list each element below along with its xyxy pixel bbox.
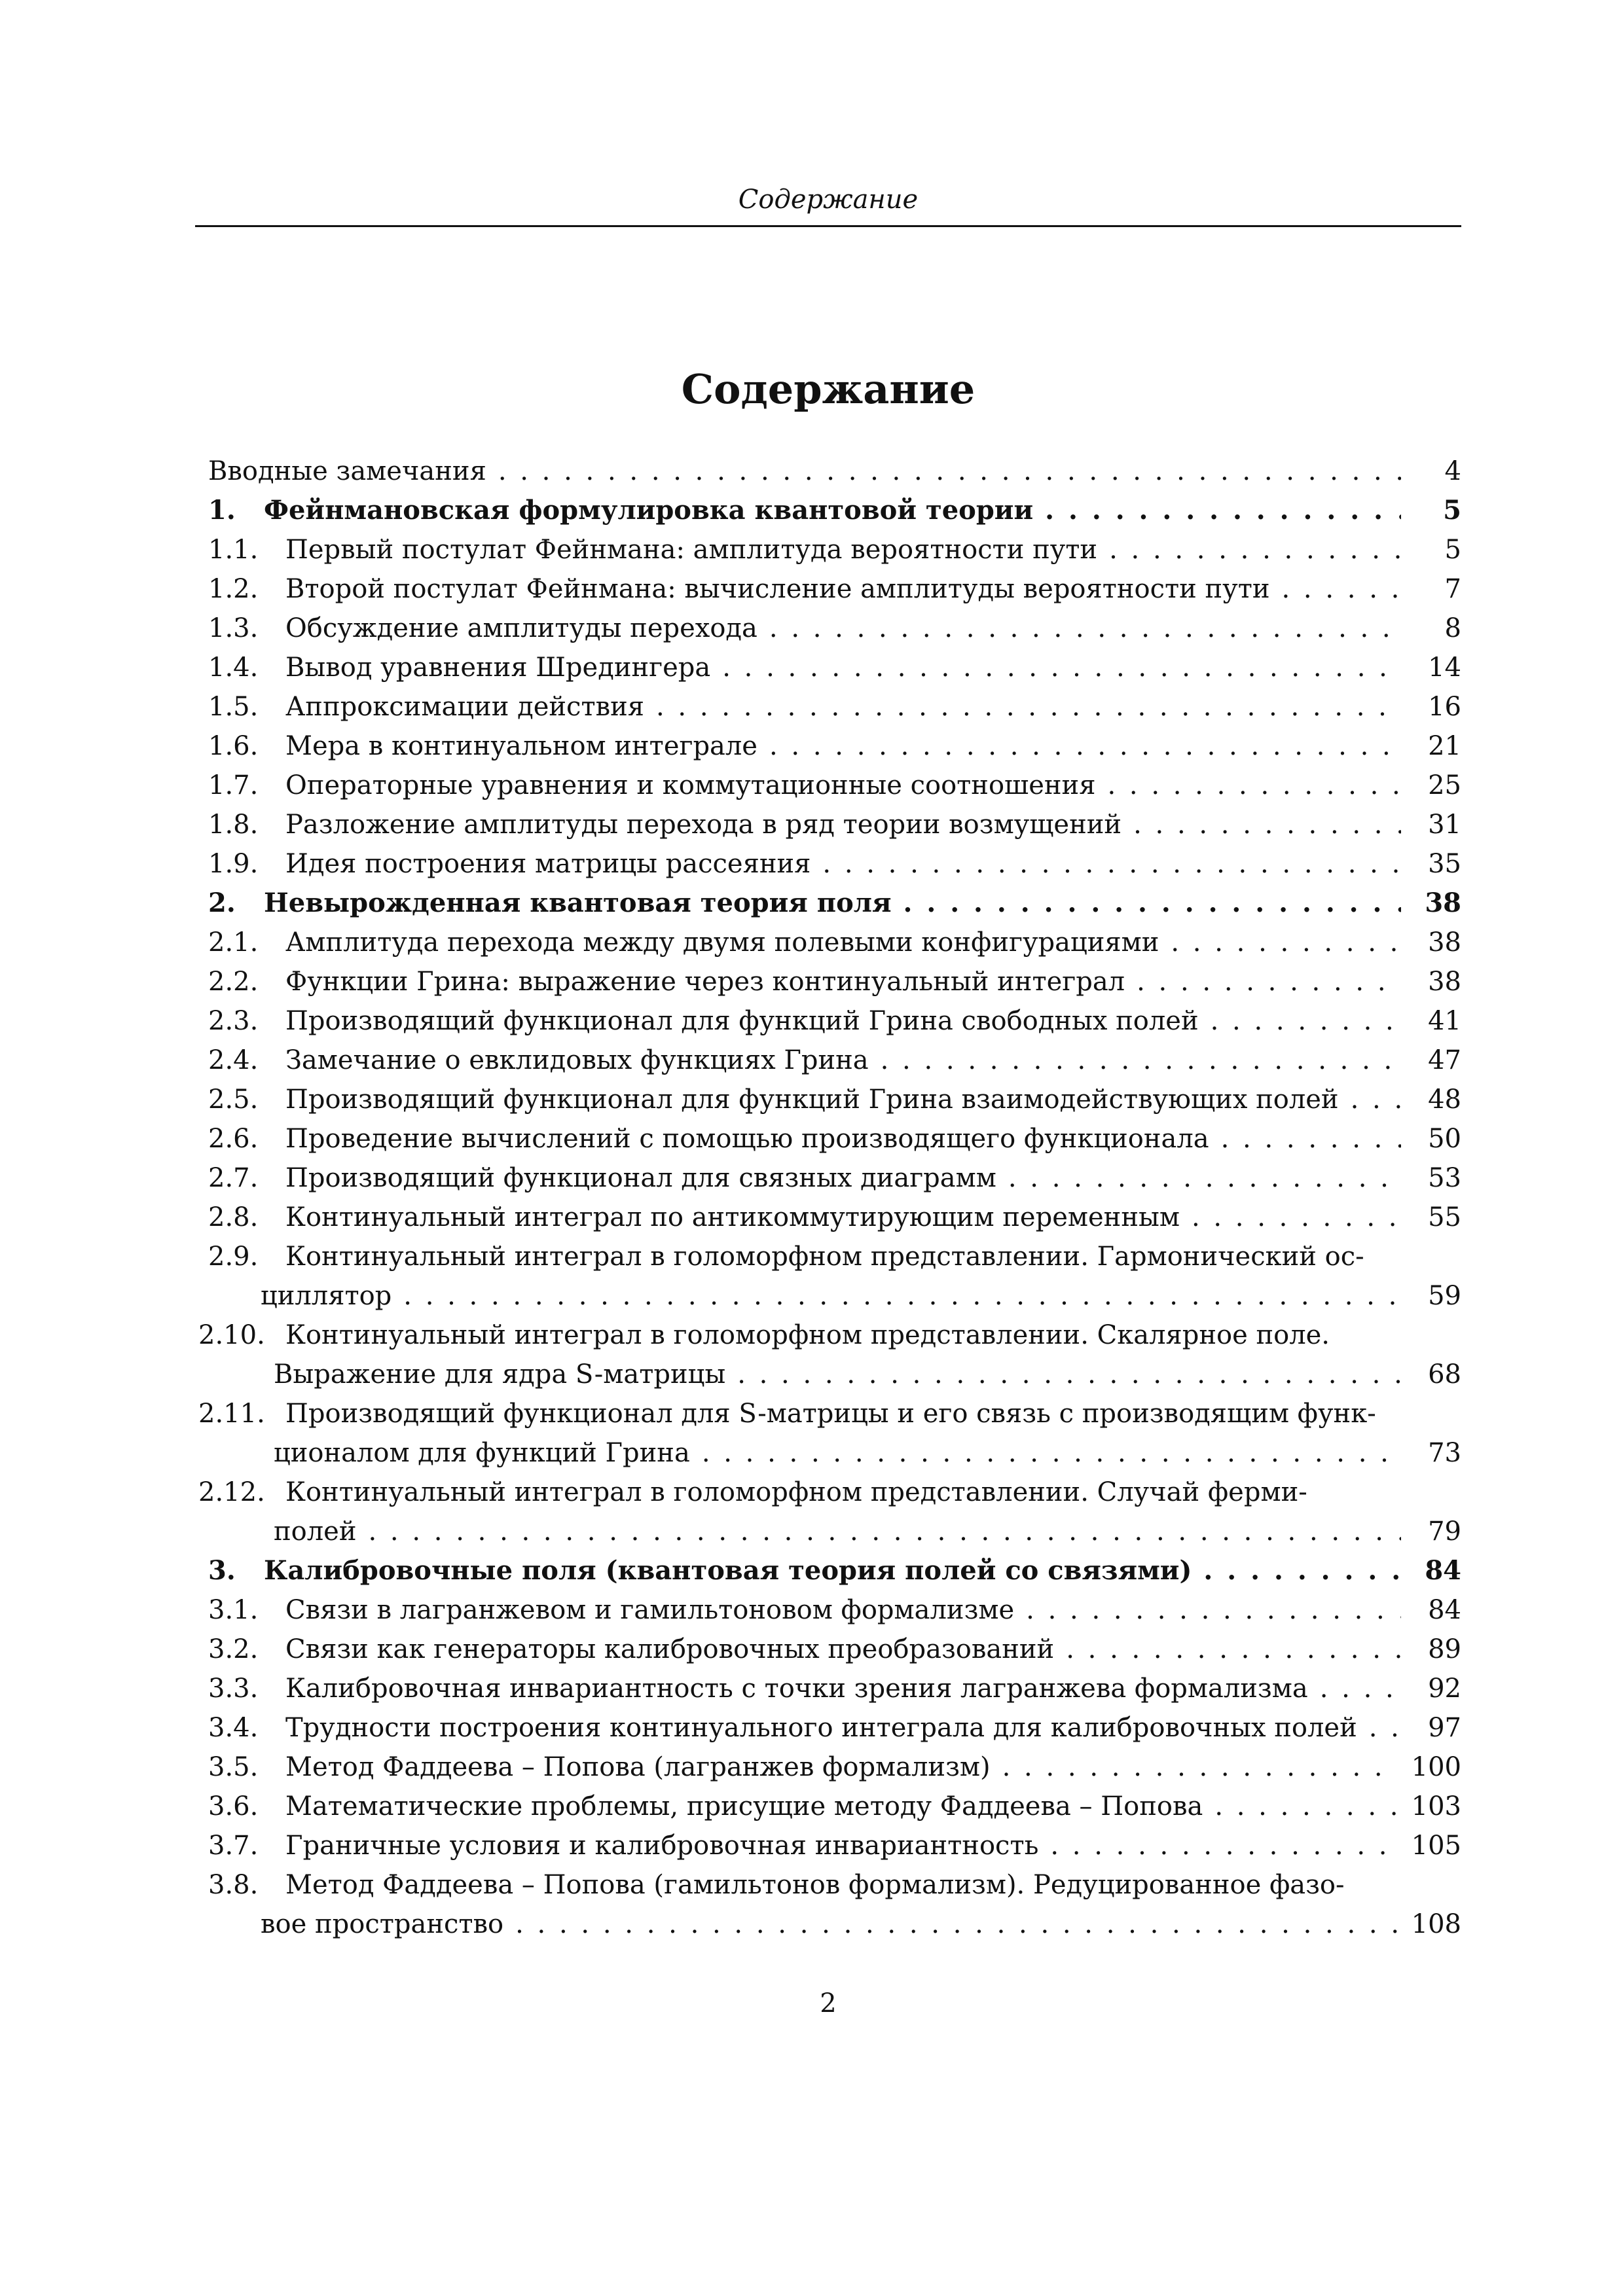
toc-section-entry[interactable] xyxy=(195,1119,1461,1158)
toc-entry-title: Мера в континуальном интеграле xyxy=(285,731,757,761)
toc-entry-title: Связи в лагранжевом и гамильтоновом формализме xyxy=(285,1595,1015,1625)
toc-entry-number: 1.4. xyxy=(208,653,259,683)
toc-entry-title: Континуальный интеграл в голоморфном представлении. Случай ферми- xyxy=(285,1477,1307,1507)
toc-entry-number: 2.3. xyxy=(208,1006,259,1036)
toc-entry-number: 2.8. xyxy=(208,1202,259,1232)
toc-entry-number: 1.3. xyxy=(208,613,259,643)
toc-entry-title: Разложение амплитуды перехода в ряд теории возмущений xyxy=(285,810,1122,840)
toc-entry-number: 2.11. xyxy=(198,1399,265,1429)
toc-entry-title-continuation: вое пространство xyxy=(261,1909,504,1939)
toc-entry-title: Континуальный интеграл по антикоммутирующим переменным xyxy=(285,1202,1180,1232)
toc-page-number: 31 xyxy=(1428,810,1461,840)
toc-section-entry[interactable] xyxy=(195,805,1461,844)
toc-page-number: 68 xyxy=(1428,1359,1461,1390)
toc-section-entry[interactable] xyxy=(195,648,1461,687)
toc-page-number: 53 xyxy=(1428,1163,1461,1193)
toc-entry-number: 2. xyxy=(208,888,236,918)
toc-section-entry[interactable] xyxy=(195,1708,1461,1748)
toc-section-entry[interactable] xyxy=(195,569,1461,609)
leader-dots xyxy=(1320,1669,1401,1708)
toc-entry-number: 2.2. xyxy=(208,967,259,997)
toc-page-number: 55 xyxy=(1428,1202,1461,1232)
toc-entry-title-continuation: полей xyxy=(274,1516,357,1547)
toc-entry-title: Производящий функционал для S-матрицы и его связь с производящим функ- xyxy=(285,1399,1376,1429)
toc-entry-title: Аппроксимации действия xyxy=(285,692,644,722)
toc-entry-number: 2.10. xyxy=(198,1320,265,1350)
toc-entry-title: Первый постулат Фейнмана: амплитуда вероятности пути xyxy=(285,535,1098,565)
toc-entry-title: Обсуждение амплитуды перехода xyxy=(285,613,757,643)
toc-entry-title: Математические проблемы, присущие методу Фаддеева – Попова xyxy=(285,1791,1203,1821)
toc-entry-title-continuation: ционалом для функций Грина xyxy=(274,1438,690,1468)
toc-entry-number: 1.7. xyxy=(208,770,259,800)
toc-section-entry[interactable] xyxy=(195,1080,1461,1119)
toc-front-entry[interactable] xyxy=(195,452,1461,491)
toc-entry-number: 1.1. xyxy=(208,535,259,565)
leader-dots xyxy=(1171,923,1401,962)
toc-page-number: 84 xyxy=(1428,1595,1461,1625)
toc-entry-title: Проведение вычислений с помощью производящего функционала xyxy=(285,1124,1209,1154)
toc-entry-number: 2.7. xyxy=(208,1163,259,1193)
toc-entry-title: Производящий функционал для функций Грина взаимодействующих полей xyxy=(285,1085,1339,1115)
leader-dots xyxy=(515,1905,1397,1944)
toc-entry-number: 1.9. xyxy=(208,849,259,879)
toc-entry-title: Идея построения матрицы рассеяния xyxy=(285,849,811,879)
toc-entry-number: 2.5. xyxy=(208,1085,259,1115)
toc-section-entry[interactable] xyxy=(195,923,1461,962)
toc-page-number: 8 xyxy=(1444,613,1461,643)
toc-page-number: 16 xyxy=(1428,692,1461,722)
toc-entry-title: Связи как генераторы калибровочных преобразований xyxy=(285,1634,1055,1664)
table-of-contents xyxy=(195,452,1461,1944)
toc-entry-title-continuation: Выражение для ядра S-матрицы xyxy=(274,1359,726,1390)
toc-chapter-entry[interactable] xyxy=(195,884,1461,923)
leader-dots xyxy=(1002,1748,1397,1787)
toc-entry-title: Амплитуда перехода между двумя полевыми конфигурациями xyxy=(285,927,1159,958)
toc-page-number: 92 xyxy=(1428,1674,1461,1704)
toc-entry-title: Невырожденная квантовая теория поля xyxy=(264,888,892,918)
toc-entry-number: 2.12. xyxy=(198,1477,265,1507)
toc-entry-number: 1.2. xyxy=(208,574,259,604)
toc-entry-title-continuation: циллятор xyxy=(261,1281,392,1311)
header-rule xyxy=(195,225,1461,227)
toc-page-number: 5 xyxy=(1443,495,1461,526)
toc-entry-number: 3.7. xyxy=(208,1831,259,1861)
toc-entry-number: 3.4. xyxy=(208,1713,259,1743)
toc-page-number: 21 xyxy=(1428,731,1461,761)
toc-page-number: 25 xyxy=(1428,770,1461,800)
leader-dots xyxy=(1214,1787,1396,1826)
toc-entry-title: Калибровочные поля (квантовая теория полей со связями) xyxy=(264,1555,1192,1586)
leader-dots xyxy=(1026,1590,1401,1630)
toc-entry-title: Производящий функционал для функций Грина свободных полей xyxy=(285,1006,1199,1036)
toc-chapter-entry[interactable] xyxy=(195,1551,1461,1590)
toc-entry-number: 1.5. xyxy=(208,692,259,722)
leader-dots xyxy=(1066,1630,1401,1669)
toc-entry-number: 3.5. xyxy=(208,1752,259,1782)
leader-dots xyxy=(1203,1551,1401,1590)
leader-dots xyxy=(702,1433,1401,1473)
toc-section-entry[interactable] xyxy=(195,1748,1461,1787)
toc-entry-number: 1. xyxy=(208,495,236,526)
toc-entry-number: 1.8. xyxy=(208,810,259,840)
leader-dots xyxy=(1045,491,1401,530)
leader-dots xyxy=(1351,1080,1401,1119)
toc-entry-title: Континуальный интеграл в голоморфном представлении. Гармонический ос- xyxy=(285,1242,1364,1272)
toc-section-entry[interactable] xyxy=(195,1669,1461,1708)
toc-section-entry[interactable] xyxy=(195,1630,1461,1669)
toc-chapter-entry[interactable] xyxy=(195,491,1461,530)
leader-dots xyxy=(1282,569,1402,609)
toc-page-number: 4 xyxy=(1444,456,1461,486)
toc-page-number: 84 xyxy=(1425,1555,1461,1586)
toc-entry-number: 3.3. xyxy=(208,1674,259,1704)
toc-page-number: 79 xyxy=(1428,1516,1461,1547)
toc-entry-title: Функции Грина: выражение через континуальный интеграл xyxy=(285,967,1125,997)
toc-entry-number: 3.2. xyxy=(208,1634,259,1664)
toc-page-number: 97 xyxy=(1428,1713,1461,1743)
toc-entry-title: Граничные условия и калибровочная инвариантность xyxy=(285,1831,1039,1861)
toc-section-entry[interactable] xyxy=(195,962,1461,1001)
toc-section-entry[interactable] xyxy=(195,1590,1461,1630)
toc-entry-title: Фейнмановская формулировка квантовой теории xyxy=(264,495,1034,526)
toc-entry-number: 2.9. xyxy=(208,1242,259,1272)
toc-entry-title: Операторные уравнения и коммутационные соотношения xyxy=(285,770,1096,800)
toc-entry-number: 3. xyxy=(208,1555,236,1586)
toc-page-number: 50 xyxy=(1428,1124,1461,1154)
toc-entry-number: 3.6. xyxy=(208,1791,259,1821)
toc-entry-title: Замечание о евклидовых функциях Грина xyxy=(285,1045,869,1075)
toc-page-number: 35 xyxy=(1428,849,1461,879)
leader-dots xyxy=(1211,1001,1401,1041)
toc-entry-title: Метод Фаддеева – Попова (гамильтонов формализм). Редуцированное фазо- xyxy=(285,1870,1345,1900)
toc-page-number: 7 xyxy=(1444,574,1461,604)
toc-entry-number: 2.6. xyxy=(208,1124,259,1154)
toc-section-entry[interactable] xyxy=(195,1316,1461,1394)
leader-dots xyxy=(722,648,1401,687)
toc-section-entry[interactable] xyxy=(195,530,1461,569)
toc-section-entry[interactable] xyxy=(195,766,1461,805)
toc-section-entry[interactable] xyxy=(195,1198,1461,1237)
toc-section-entry[interactable] xyxy=(195,1826,1461,1865)
leader-dots xyxy=(1109,530,1401,569)
toc-page-number: 38 xyxy=(1428,927,1461,958)
toc-section-entry[interactable] xyxy=(195,844,1461,884)
leader-dots xyxy=(769,726,1401,766)
leader-dots xyxy=(368,1512,1401,1551)
toc-page-number: 105 xyxy=(1411,1831,1461,1861)
toc-page-number: 73 xyxy=(1428,1438,1461,1468)
leader-dots xyxy=(1192,1198,1401,1237)
toc-page-number: 5 xyxy=(1444,535,1461,565)
toc-section-entry[interactable] xyxy=(195,1865,1461,1944)
toc-entry-title: Вводные замечания xyxy=(208,456,486,486)
toc-page-number: 108 xyxy=(1411,1909,1461,1939)
toc-entry-title: Калибровочная инвариантность с точки зрения лагранжева формализма xyxy=(285,1674,1308,1704)
toc-page-number: 14 xyxy=(1428,653,1461,683)
leader-dots xyxy=(1008,1158,1401,1198)
toc-page-number: 48 xyxy=(1428,1085,1461,1115)
leader-dots xyxy=(903,884,1402,923)
toc-section-entry[interactable] xyxy=(195,609,1461,648)
toc-entry-number: 2.1. xyxy=(208,927,259,958)
toc-section-entry[interactable] xyxy=(195,1158,1461,1198)
toc-section-entry[interactable] xyxy=(195,1473,1461,1551)
toc-entry-title: Метод Фаддеева – Попова (лагранжев формализм) xyxy=(285,1752,991,1782)
toc-entry-title: Вывод уравнения Шредингера xyxy=(285,653,711,683)
toc-page-number: 47 xyxy=(1428,1045,1461,1075)
leader-dots xyxy=(498,452,1401,491)
toc-page-number: 41 xyxy=(1428,1006,1461,1036)
leader-dots xyxy=(822,844,1401,884)
toc-page-number: 103 xyxy=(1411,1791,1461,1821)
toc-entry-number: 2.4. xyxy=(208,1045,259,1075)
running-head: Содержание xyxy=(738,185,919,215)
leader-dots xyxy=(1137,962,1401,1001)
leader-dots xyxy=(737,1355,1401,1394)
toc-entry-number: 3.1. xyxy=(208,1595,259,1625)
toc-section-entry[interactable] xyxy=(195,1237,1461,1316)
toc-entry-number: 1.6. xyxy=(208,731,259,761)
toc-section-entry[interactable] xyxy=(195,726,1461,766)
leader-dots xyxy=(1107,766,1401,805)
toc-section-entry[interactable] xyxy=(195,687,1461,726)
toc-section-entry[interactable] xyxy=(195,1041,1461,1080)
leader-dots xyxy=(1050,1826,1396,1865)
toc-entry-title: Трудности построения континуального интеграла для калибровочных полей xyxy=(285,1713,1357,1743)
leader-dots xyxy=(1133,805,1401,844)
page-number: 2 xyxy=(820,1988,837,2018)
toc-section-entry[interactable] xyxy=(195,1001,1461,1041)
leader-dots xyxy=(403,1276,1401,1316)
toc-entry-title: Континуальный интеграл в голоморфном представлении. Скалярное поле. xyxy=(285,1320,1330,1350)
toc-entry-title: Производящий функционал для связных диаграмм xyxy=(285,1163,996,1193)
toc-page-number: 59 xyxy=(1428,1281,1461,1311)
toc-page-number: 89 xyxy=(1428,1634,1461,1664)
leader-dots xyxy=(1221,1119,1401,1158)
toc-section-entry[interactable] xyxy=(195,1394,1461,1473)
leader-dots xyxy=(881,1041,1401,1080)
toc-page-number: 100 xyxy=(1411,1752,1461,1782)
page-title: Содержание xyxy=(681,365,976,413)
toc-entry-title: Второй постулат Фейнмана: вычисление амплитуды вероятности пути xyxy=(285,574,1270,604)
toc-page-number: 38 xyxy=(1425,888,1461,918)
toc-entry-number: 3.8. xyxy=(208,1870,259,1900)
toc-section-entry[interactable] xyxy=(195,1787,1461,1826)
leader-dots xyxy=(769,609,1401,648)
leader-dots xyxy=(1369,1708,1401,1748)
leader-dots xyxy=(656,687,1401,726)
toc-page-number: 38 xyxy=(1428,967,1461,997)
